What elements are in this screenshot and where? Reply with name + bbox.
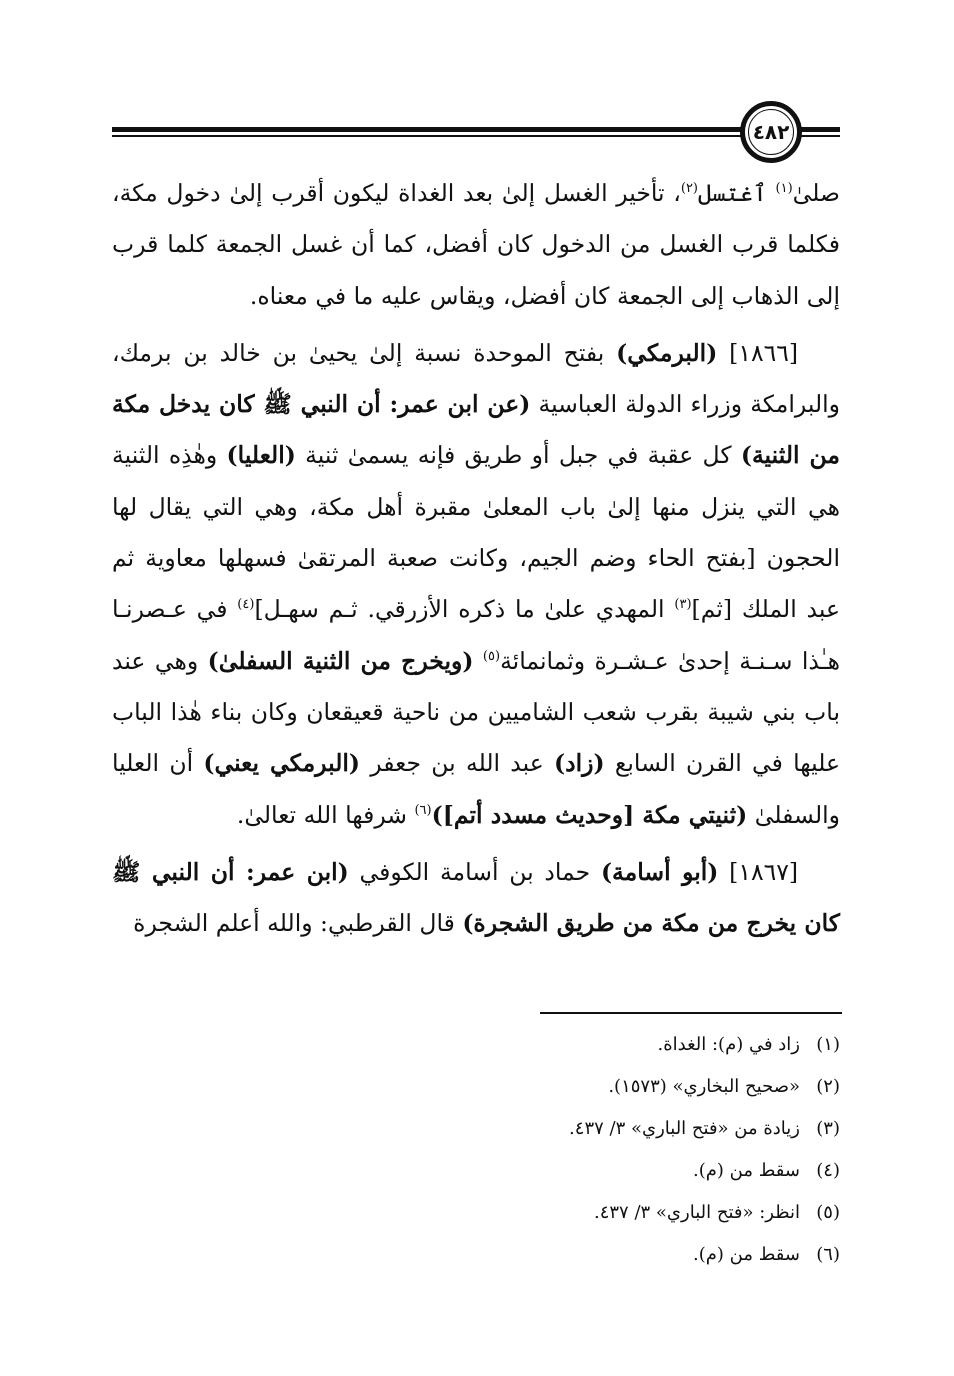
footnote-separator xyxy=(540,1012,842,1014)
commentary-text: قال القرطبي: والله أعلم الشجرة xyxy=(133,909,463,938)
footnote xyxy=(112,1024,840,1066)
commentary-text: وهي عند باب بني شيبة بقرب شعب الشاميين من ناحية قعيقعان وكان بناء هٰذا الباب عليها في القرن السابع xyxy=(112,646,841,778)
footnote xyxy=(112,1150,840,1192)
quoted-matn: (البرمكي) xyxy=(616,338,718,367)
commentary-text: ، تأخير الغسل إلىٰ بعد الغداة ليكون أقرب إلىٰ دخول مكة، فكلما قرب الغسل من الدخول كان أفضل، كما أن غسل الجمعة كلما قرب إلى الذهاب إلى الجمعة كان أفضل، ويقاس عليه ما في معناه. xyxy=(112,179,840,310)
commentary-text: [١٨٦٦] xyxy=(717,338,798,367)
commentary-text: وهٰذِه الثنية هي التي ينزل منها إلىٰ باب المعلىٰ مقبرة أهل مكة، وهي التي يقال لها الحجون [بفتح الحاء وضم الجيم، وكانت صعبة المرتقىٰ فسهلها معاوية ثم عبد الملك [ثم] xyxy=(112,441,840,624)
commentary-text: أن العليا والسفلىٰ xyxy=(112,749,840,829)
header-rule-thin xyxy=(112,135,840,137)
footnote-text: «صحيح البخاري» (١٥٧٣). xyxy=(608,1076,800,1097)
paragraph xyxy=(112,168,840,322)
paragraph xyxy=(112,328,840,841)
page-header xyxy=(112,98,840,168)
footnote xyxy=(112,1234,840,1276)
page-number: ٤٨٢ xyxy=(752,120,790,144)
footnote xyxy=(112,1192,840,1234)
footnote-ref: (٤) xyxy=(237,597,255,613)
footnote-number: (١) xyxy=(816,1034,840,1055)
commentary-text: في عـصرنـا هـٰذا سـنـة إحدىٰ عـشـرة وثمانمائة xyxy=(112,595,840,675)
footnote-ref: (٣) xyxy=(674,597,692,613)
quoted-matn: (البرمكي يعني) xyxy=(203,749,361,778)
footnote-ref: (٥) xyxy=(482,648,501,664)
commentary-text xyxy=(473,647,482,675)
footnote-text: انظر: «فتح الباري» ٣/ ٤٣٧. xyxy=(593,1202,800,1223)
header-rule-thick xyxy=(112,127,840,132)
footnote-ref: (١) xyxy=(775,181,793,197)
footnote xyxy=(112,1066,840,1108)
footnote-number: (٦) xyxy=(816,1244,840,1265)
commentary-text: بفتح الموحدة نسبة إلىٰ يحيىٰ بن خالد بن برمك، والبرامكة وزراء الدولة العباسية xyxy=(112,338,840,419)
footnote-ref: (٢) xyxy=(680,181,698,197)
footnote-number: (٢) xyxy=(816,1076,840,1097)
main-text xyxy=(112,168,840,949)
quoted-matn: (أبو أسامة) xyxy=(600,857,719,886)
commentary-text: عبد الله بن جعفر xyxy=(360,749,555,778)
page-number-badge xyxy=(740,101,802,163)
footnote-text: زاد في (م): الغداة. xyxy=(657,1034,800,1055)
footnotes xyxy=(112,1024,840,1276)
paragraph xyxy=(112,847,840,950)
quoted-matn: (زاد) xyxy=(554,749,605,778)
quoted-matn: (العليا) xyxy=(226,441,296,470)
quoted-matn: (ثنيتي مكة [وحديث مسدد أتم]) xyxy=(431,800,748,829)
commentary-text: ٱغتسل xyxy=(698,179,776,207)
commentary-text: كل عقبة في جبل أو طريق فإنه يسمىٰ ثنية xyxy=(295,441,741,470)
footnote-text: زيادة من «فتح الباري» ٣/ ٤٣٧. xyxy=(569,1118,800,1139)
commentary-text: المهدي علىٰ ما ذكره الأزرقي. ثـم سهـل] xyxy=(254,595,675,624)
quoted-matn: (عن ابن عمر: أن النبي ﷺ كان يدخل مكة من الثنية) xyxy=(112,390,841,470)
footnote-number: (٤) xyxy=(816,1160,840,1181)
footnote-number: (٥) xyxy=(816,1202,840,1223)
footnote-text: سقط من (م). xyxy=(693,1244,800,1265)
footnote xyxy=(112,1108,840,1150)
footnote-number: (٣) xyxy=(816,1118,840,1139)
quoted-matn: (ابن عمر: أن النبي ﷺ كان يخرج من مكة من طريق الشجرة) xyxy=(112,857,840,938)
commentary-text: حماد بن أسامة الكوفي xyxy=(348,857,601,886)
commentary-text: صلىٰ xyxy=(792,179,840,207)
quoted-matn: (ويخرج من الثنية السفلىٰ) xyxy=(207,646,474,675)
footnote-text: سقط من (م). xyxy=(693,1160,800,1181)
commentary-text: شرفها الله تعالىٰ. xyxy=(236,800,415,829)
page-number-ring xyxy=(748,109,794,155)
footnote-ref: (٦) xyxy=(414,802,432,818)
commentary-text: [١٨٦٧] xyxy=(718,857,799,886)
